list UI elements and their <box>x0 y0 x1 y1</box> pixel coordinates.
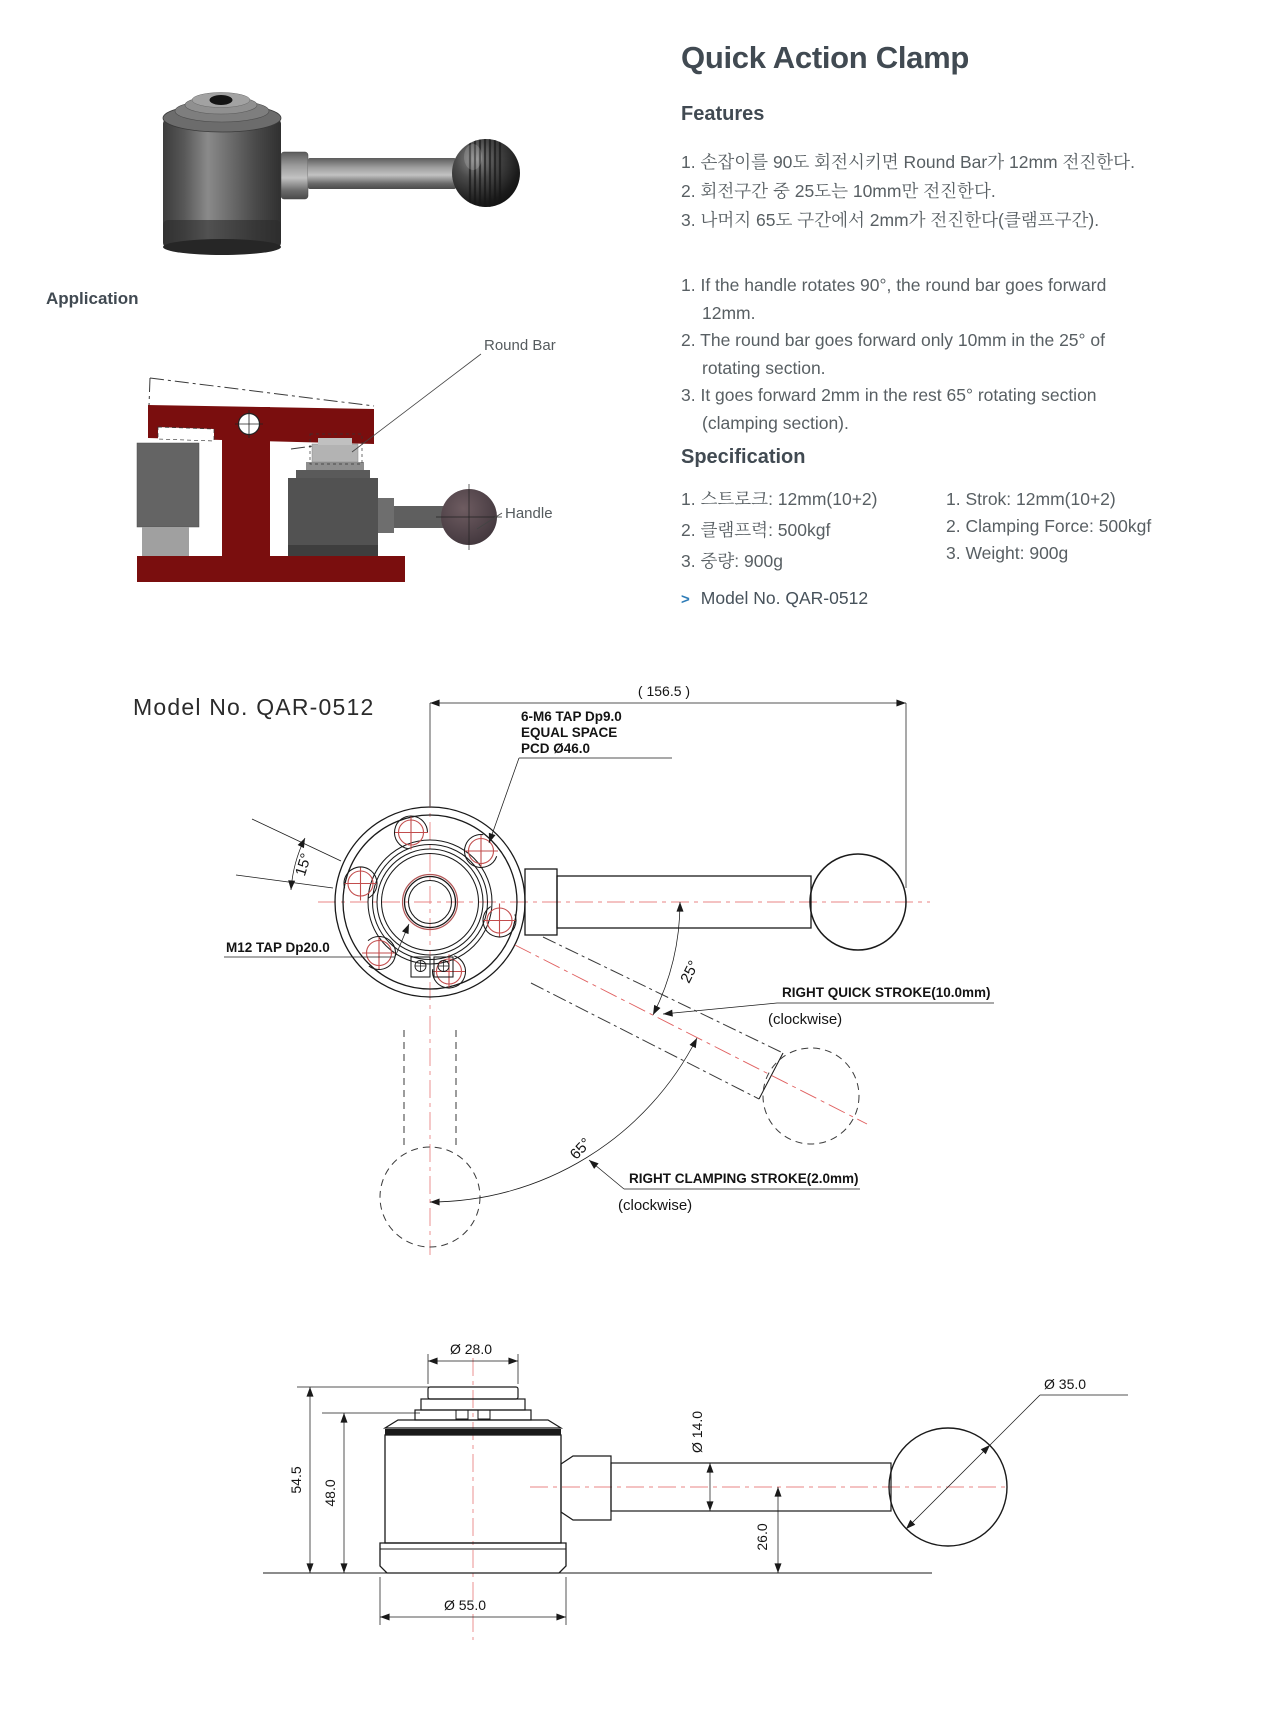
dim-dia-body: Ø 55.0 <box>443 1597 487 1613</box>
spec-item-kr: 1. 스트로크: 12mm(10+2) <box>681 489 878 509</box>
app-roundbar-label: Round Bar <box>484 337 556 354</box>
dim-dia-ball: Ø 35.0 <box>1044 1376 1087 1392</box>
tap-hole <box>392 813 430 851</box>
feature-item-en: 2. The round bar goes forward only 10mm in the 25° of rotating section. <box>681 330 1105 378</box>
side-oring-band <box>385 1429 561 1435</box>
spec-item-kr: 2. 클램프력: 500kgf <box>681 520 831 540</box>
side-handle-port <box>561 1456 611 1520</box>
app-clamp-top <box>296 470 370 479</box>
dim-height-axis: 26.0 <box>754 1523 770 1551</box>
feature-item-kr: 3. 나머지 65도 구간에서 2mm가 전진한다(클램프구간). <box>681 210 1100 230</box>
tap-hole <box>478 899 520 941</box>
dim-dia-plunger: Ø 28.0 <box>449 1341 493 1357</box>
model-number-row <box>681 588 868 609</box>
app-roundbar-top <box>318 438 352 445</box>
m12-note-label: M12 TAP Dp20.0 <box>226 940 330 955</box>
side-centerlines <box>473 1358 1005 1640</box>
top-bottom-tabs <box>411 957 453 977</box>
model-number-label: Model No. QAR-0512 <box>700 588 869 608</box>
spec-item-en: 3. Weight: 900g <box>946 543 1069 563</box>
application-heading: Application <box>46 289 139 308</box>
top-dim-overall <box>430 683 906 888</box>
photo-body-bottom <box>163 239 281 255</box>
photo-center-hole <box>210 95 233 105</box>
photo-ball-highlight <box>464 144 482 170</box>
tap-note-line1: 6-M6 TAP Dp9.0 <box>521 709 622 724</box>
drawing-top-view <box>224 683 994 1255</box>
application-diagram <box>137 337 556 582</box>
app-block-dark <box>137 443 199 527</box>
spec-item-kr: 3. 중량: 900g <box>681 551 783 571</box>
top-dim-65deg <box>430 1038 860 1214</box>
dim-angle-65: 65° <box>566 1134 595 1164</box>
app-base-plate <box>137 556 405 582</box>
clamp-stroke-label: RIGHT CLAMPING STROKE(2.0mm) <box>629 1171 859 1186</box>
app-arm-notch <box>158 427 214 441</box>
drawing-side-view <box>263 1341 1128 1640</box>
quick-stroke-direction: (clockwise) <box>768 1011 843 1028</box>
app-roundbar-step <box>306 462 364 471</box>
feature-item-en: 1. If the handle rotates 90°, the round bar goes forward 12mm. <box>681 275 1107 323</box>
dim-angle-25: 25° <box>677 957 703 986</box>
dim-height-total: 54.5 <box>288 1466 304 1494</box>
feature-item-kr: 2. 회전구간 중 25도는 10mm만 전진한다. <box>681 181 996 201</box>
tap-note-line2: EQUAL SPACE <box>521 725 618 740</box>
app-block-light <box>142 527 189 559</box>
features-english-list <box>681 272 1159 437</box>
specification-korean-list <box>681 484 981 577</box>
drawing-model-number: Model No. QAR-0512 <box>133 694 375 720</box>
dim-overall-length: ( 156.5 ) <box>637 683 691 699</box>
chevron-right-icon: > <box>681 591 690 608</box>
feature-item-en: 3. It goes forward 2mm in the rest 65° rotating section (clamping section). <box>681 385 1097 433</box>
app-roundbar <box>312 444 358 462</box>
page-title: Quick Action Clamp <box>681 40 969 75</box>
app-handle-label: Handle <box>505 505 553 522</box>
side-dim-260 <box>754 1487 778 1573</box>
specification-english-list <box>946 486 1246 567</box>
features-korean-list <box>681 148 1241 235</box>
specification-heading: Specification <box>681 446 806 468</box>
dim-height-body: 48.0 <box>322 1479 338 1507</box>
side-dim-dia14 <box>689 1411 710 1511</box>
top-crosshair-centerline <box>318 790 543 1014</box>
product-photo <box>163 93 520 256</box>
app-handle-neck <box>378 498 394 533</box>
app-ball-crosshair <box>436 484 502 550</box>
side-body <box>263 1387 932 1573</box>
side-dim-dia35 <box>906 1376 1128 1529</box>
tap-note-line3: PCD Ø46.0 <box>521 741 591 756</box>
side-dim-545 <box>288 1387 480 1573</box>
photo-handle-rod <box>308 158 456 189</box>
spec-item-en: 2. Clamping Force: 500kgf <box>946 516 1152 536</box>
top-tap-note <box>489 709 672 843</box>
dim-dia-bar: Ø 14.0 <box>689 1410 705 1454</box>
tap-hole <box>460 830 502 872</box>
photo-handle-neck <box>281 152 308 199</box>
dim-angle-15: 15° <box>292 851 316 879</box>
app-roundbar-leader <box>352 354 481 452</box>
spec-item-en: 1. Strok: 12mm(10+2) <box>946 489 1116 509</box>
top-dim-15deg <box>236 819 341 890</box>
tap-hole <box>340 863 380 903</box>
top-dim-25deg <box>653 902 994 1028</box>
features-heading: Features <box>681 103 765 125</box>
feature-item-kr: 1. 손잡이를 90도 회전시키면 Round Bar가 12mm 전진한다. <box>681 152 1135 172</box>
quick-stroke-label: RIGHT QUICK STROKE(10.0mm) <box>782 985 991 1000</box>
clamp-stroke-direction: (clockwise) <box>618 1197 693 1214</box>
